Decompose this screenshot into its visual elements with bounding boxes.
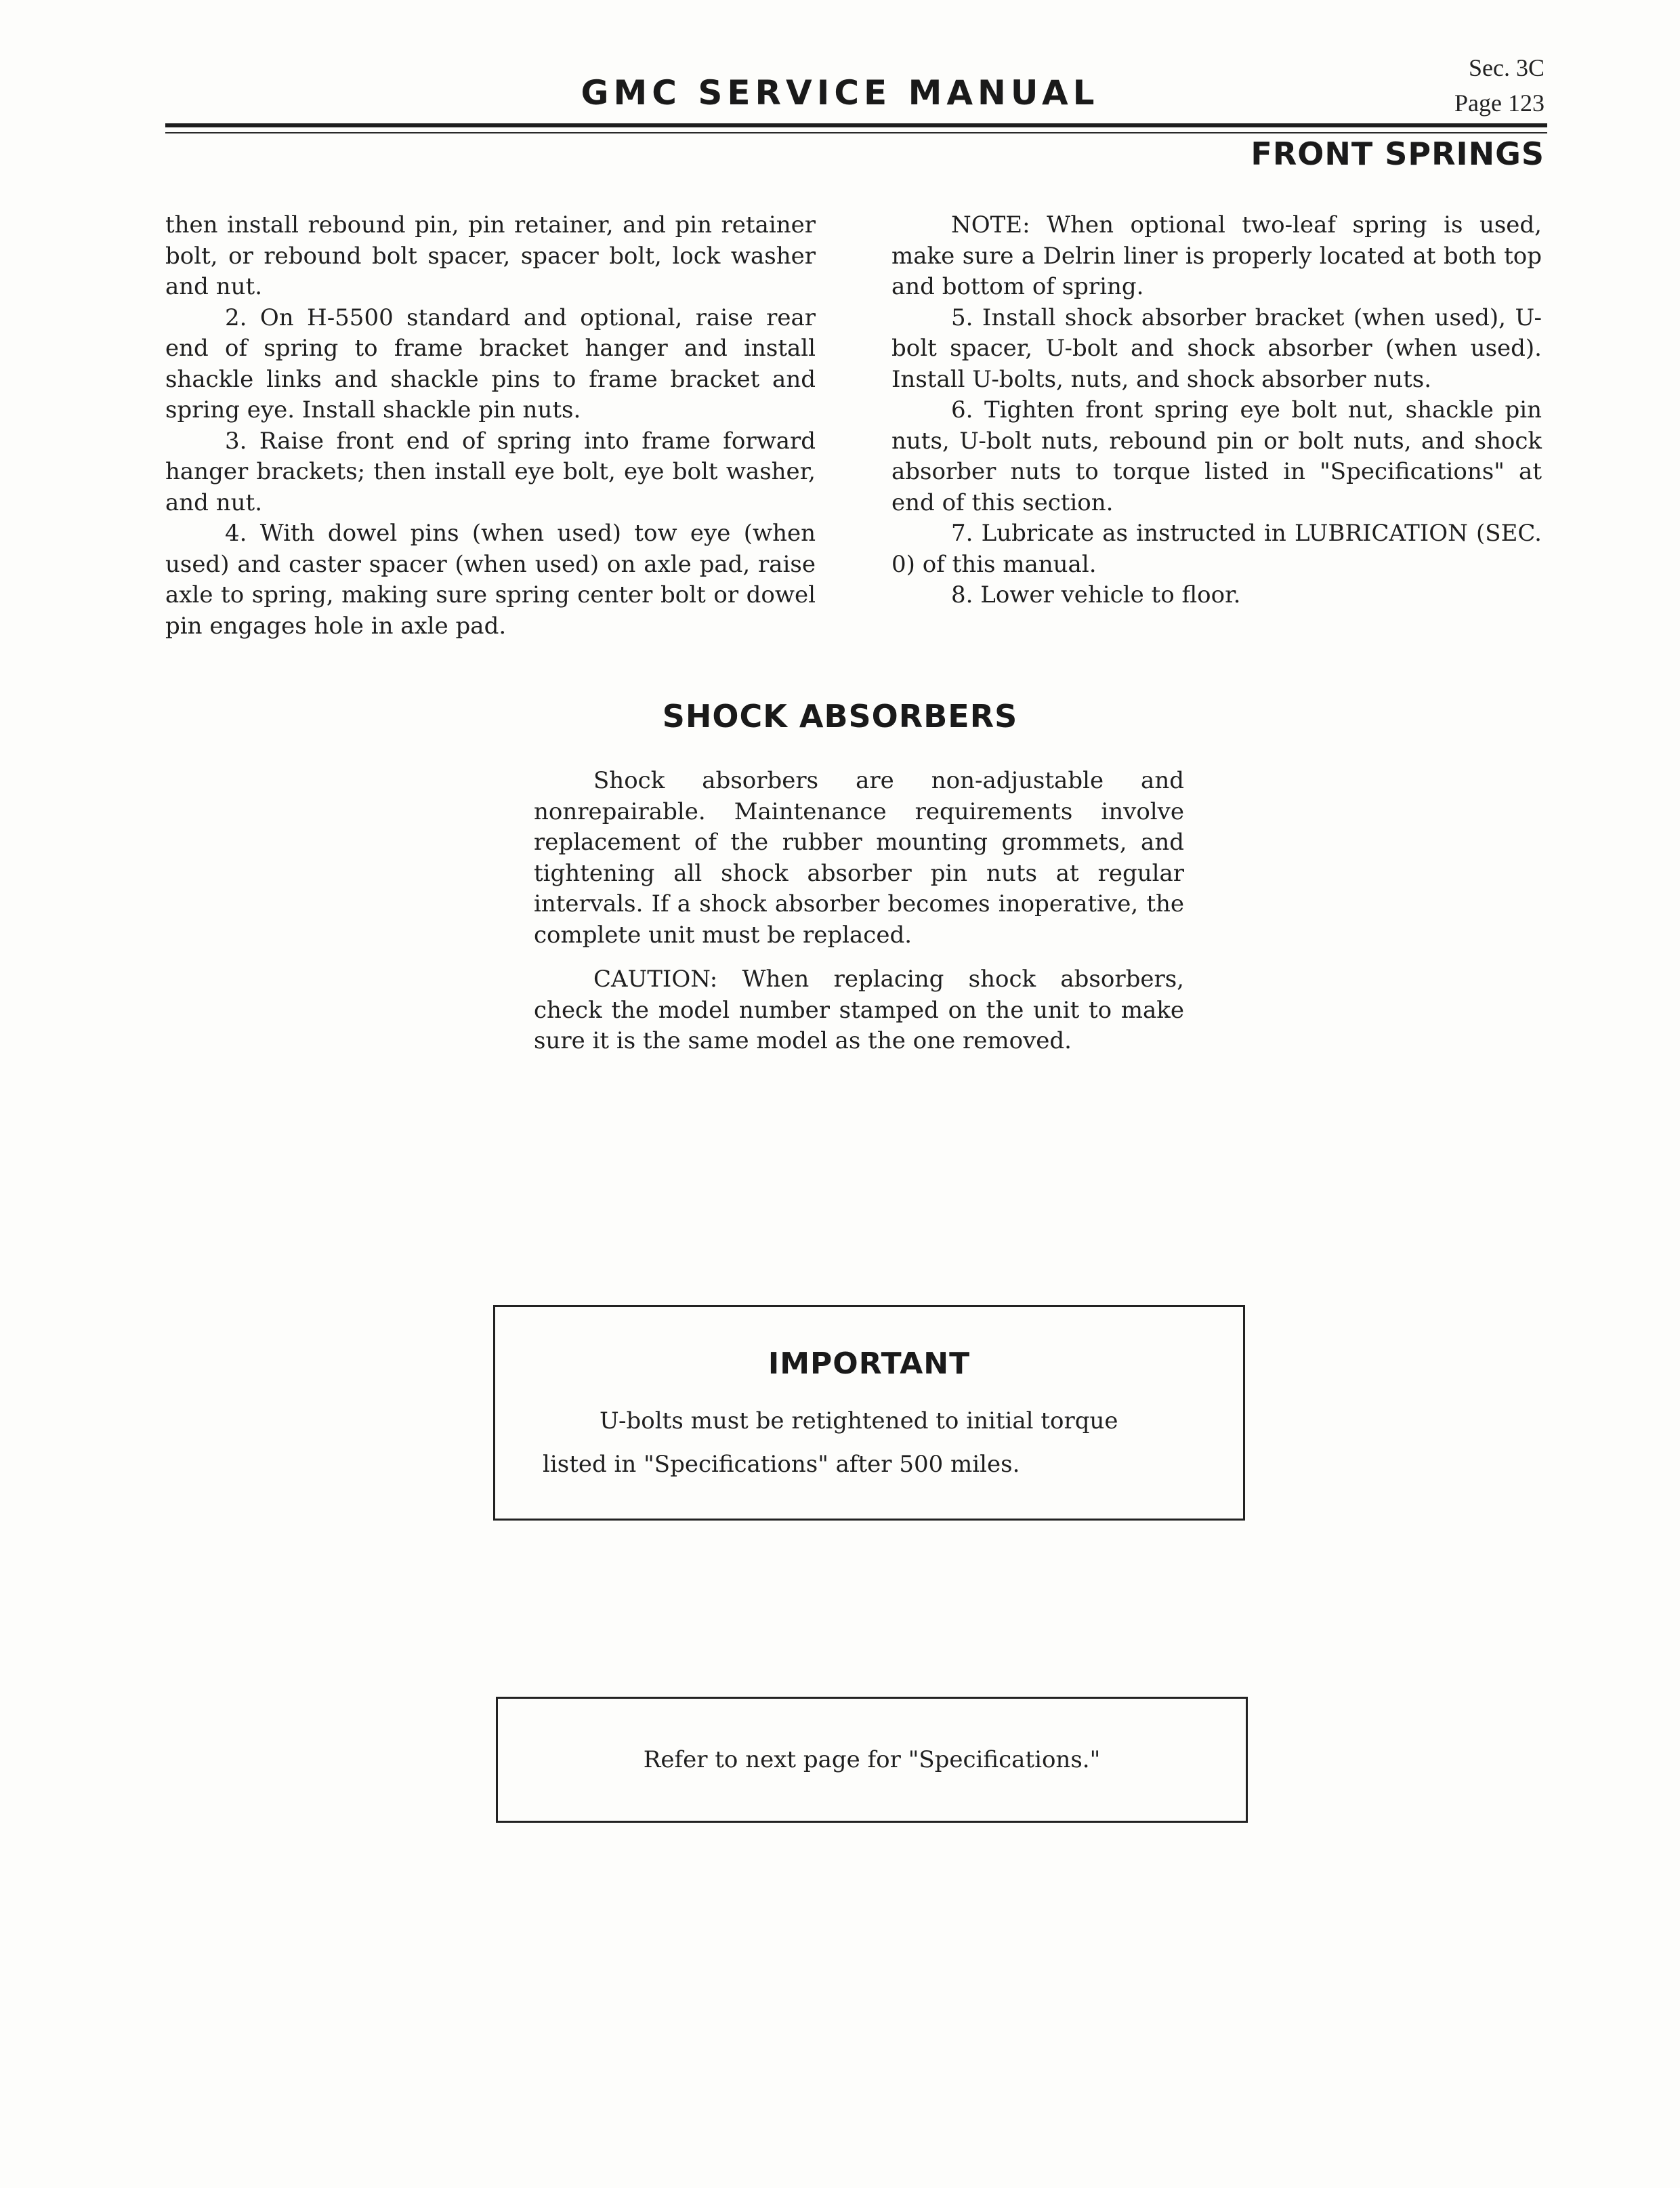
shock-absorbers-heading: SHOCK ABSORBERS [662,698,1018,735]
page-number: Page 123 [1454,89,1545,117]
right-column [891,210,1542,611]
step-4: 4. With dowel pins (when used) tow eye (when used) and caster spacer (when used) on axle pad, raise axle to spring, making sure spring center bolt or dowel pin engages hole in axle pad. [165,520,816,640]
shock-paragraph: Shock absorbers are non-adjustable and nonrepairable. Maintenance requirements involve replacement of the rubber mounting grommets, and tightening all shock absorber pin nuts at regular intervals. If a shock absorber becomes inoperative, the complete unit must be replaced. [534,767,1184,949]
step-5: 5. Install shock absorber bracket (when used), U-bolt spacer, U-bolt and shock absorber (when used). Install U-bolts, nuts, and shock absorber nuts. [891,304,1542,393]
manual-title: GMC SERVICE MANUAL [581,73,1099,112]
important-heading: IMPORTANT [768,1346,971,1381]
header-rule-thin [165,132,1547,133]
important-box [493,1305,1245,1521]
important-line-1: U-bolts must be retightened to initial torque [600,1407,1118,1434]
refer-text: Refer to next page for "Specifications." [643,1746,1101,1773]
paragraph-continuation: then install rebound pin, pin retainer, and pin retainer bolt, or rebound bolt spacer, spacer bolt, lock washer and nut. [165,211,816,300]
step-7: 7. Lubricate as instructed in LUBRICATION (SEC. 0) of this manual. [891,520,1542,578]
left-column [165,210,816,642]
important-line-2: listed in "Specifications" after 500 miles. [543,1451,1020,1478]
step-6: 6. Tighten front spring eye bolt nut, shackle pin nuts, U-bolt nuts, rebound pin or bolt nuts, and shock absorber nuts to torque listed in "Specifications" at end of this section. [891,396,1542,516]
caution-paragraph: CAUTION: When replacing shock absorbers, check the model number stamped on the unit to make sure it is the same model as the one removed. [534,966,1184,1054]
section-number: Sec. 3C [1469,54,1545,81]
step-2: 2. On H-5500 standard and optional, raise rear end of spring to frame bracket hanger and install shackle links and shackle pins to frame bracket and spring eye. Install shackle pin nuts. [165,304,816,424]
refer-box [496,1697,1248,1823]
section-title: FRONT SPRINGS [1251,136,1545,172]
note-paragraph: NOTE: When optional two-leaf spring is used, make sure a Delrin liner is properly located at both top and bottom of spring. [891,211,1542,300]
shock-absorbers-body [534,766,1184,1057]
step-8: 8. Lower vehicle to floor. [951,581,1241,608]
section-page-block [1454,50,1545,121]
header-rule-thick [165,123,1547,127]
step-3: 3. Raise front end of spring into frame forward hanger brackets; then install eye bolt, eye bolt washer, and nut. [165,427,816,516]
